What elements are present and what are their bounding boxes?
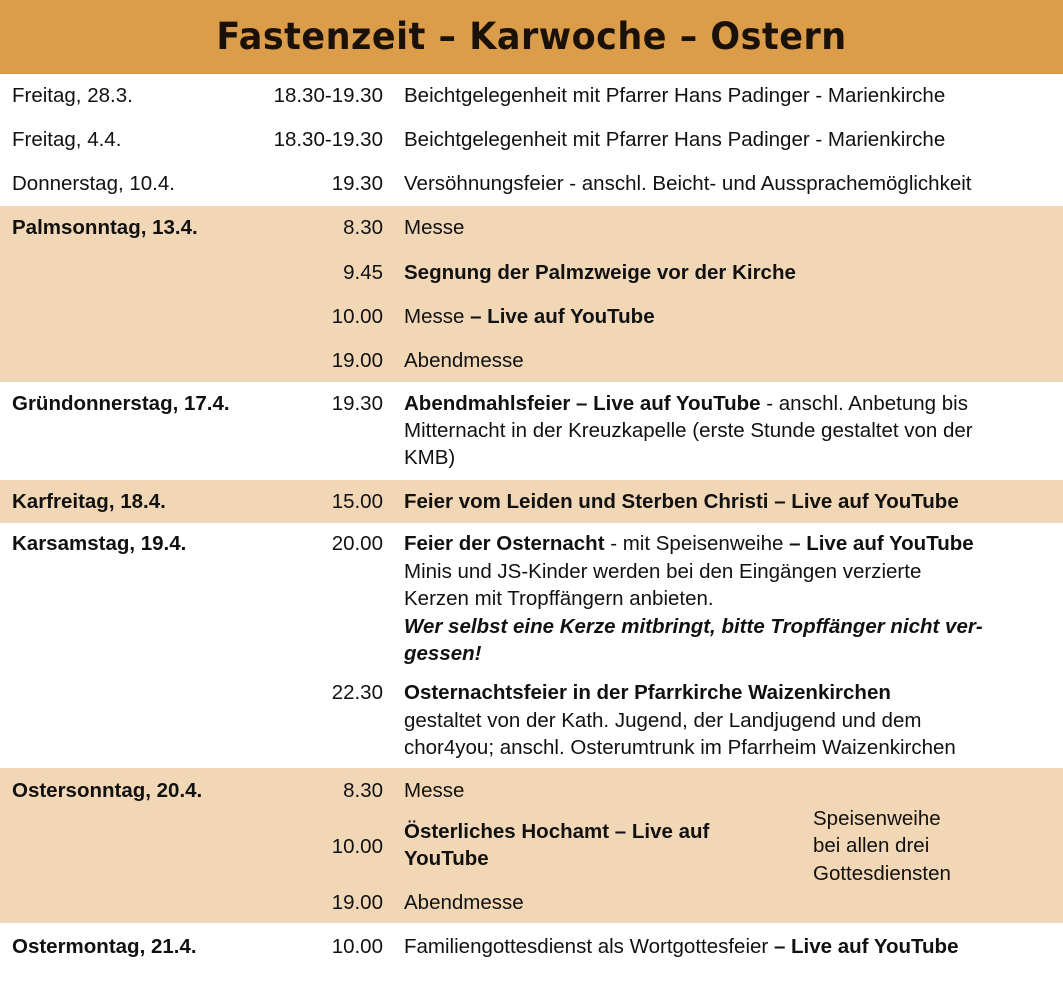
page-header bbox=[0, 0, 1063, 74]
row-15-time: 10.00 bbox=[331, 935, 383, 958]
row-13-time: 10.00 bbox=[331, 835, 383, 858]
row-6-time: 10.00 bbox=[331, 305, 383, 328]
row-14-time: 19.00 bbox=[331, 891, 383, 914]
row-12-time: 8.30 bbox=[343, 779, 383, 802]
row-11-line-2: gestaltet von der Kath. Jugend, der Landjugend und dem bbox=[404, 709, 922, 732]
side-note-line-2: bei allen drei bbox=[813, 834, 930, 857]
row-5-desc: Segnung der Palmzweige vor der Kirche bbox=[404, 261, 796, 284]
row-11-time: 22.30 bbox=[331, 681, 383, 704]
row-10-day: Karsamstag, 19.4. bbox=[12, 532, 187, 555]
row-3-time: 19.30 bbox=[331, 172, 383, 195]
row-15-day: Ostermontag, 21.4. bbox=[12, 935, 197, 958]
row-8-line-3: KMB) bbox=[404, 446, 456, 469]
row-3-day: Donnerstag, 10.4. bbox=[12, 172, 175, 195]
row-4-desc: Messe bbox=[404, 216, 465, 239]
row-10-desc-a: Feier der Osternacht bbox=[404, 532, 605, 555]
side-note-line-3: Gottesdiensten bbox=[813, 862, 951, 885]
row-5-time: 9.45 bbox=[343, 261, 383, 284]
row-1-time: 18.30-19.30 bbox=[273, 84, 383, 107]
row-2-day: Freitag, 4.4. bbox=[12, 128, 122, 151]
row-10-line-4: Wer selbst eine Kerze mitbringt, bitte Tropffänger nicht ver- bbox=[404, 615, 983, 638]
row-14-desc: Abendmesse bbox=[404, 891, 524, 914]
row-6-desc bbox=[404, 303, 655, 330]
row-1-desc: Beichtgelegenheit mit Pfarrer Hans Padinger - Marienkirche bbox=[404, 84, 946, 107]
row-1-day: Freitag, 28.3. bbox=[12, 84, 133, 107]
row-11-desc: Osternachtsfeier in der Pfarrkirche Waizenkirchen bbox=[404, 681, 891, 704]
row-3-desc: Versöhnungsfeier - anschl. Beicht- und Aussprachemöglichkeit bbox=[404, 172, 972, 195]
row-6-desc-live: – Live auf YouTube bbox=[470, 305, 655, 328]
row-9-desc: Feier vom Leiden und Sterben Christi – Live auf YouTube bbox=[404, 490, 959, 513]
row-10-desc-live: – Live auf YouTube bbox=[789, 532, 974, 555]
row-8-desc-a: Abendmahlsfeier – Live auf YouTube bbox=[404, 392, 761, 415]
row-10-desc bbox=[404, 530, 974, 557]
page-title: Fastenzeit – Karwoche – Ostern bbox=[216, 15, 847, 59]
row-7-time: 19.00 bbox=[331, 349, 383, 372]
side-note-line-1: Speisenweihe bbox=[813, 807, 941, 830]
row-8-day: Gründonnerstag, 17.4. bbox=[12, 392, 230, 415]
row-13-line-2: YouTube bbox=[404, 847, 489, 870]
row-9-time: 15.00 bbox=[331, 490, 383, 513]
row-10-desc-b: - mit Speisenweihe bbox=[604, 532, 790, 555]
row-2-desc: Beichtgelegenheit mit Pfarrer Hans Padinger - Marienkirche bbox=[404, 128, 946, 151]
row-4-day: Palmsonntag, 13.4. bbox=[12, 216, 198, 239]
row-9-day: Karfreitag, 18.4. bbox=[12, 490, 166, 513]
row-6-desc-a: Messe bbox=[404, 305, 471, 328]
row-10-line-3: Kerzen mit Tropffängern anbieten. bbox=[404, 587, 714, 610]
row-7-desc: Abendmesse bbox=[404, 349, 524, 372]
row-12-desc: Messe bbox=[404, 779, 465, 802]
row-8-line-2: Mitternacht in der Kreuzkapelle (erste Stunde gestaltet von der bbox=[404, 419, 973, 442]
row-10-line-5: gessen! bbox=[404, 642, 482, 665]
row-15-desc-a: Familiengottesdienst als Wortgottesfeier bbox=[404, 935, 774, 958]
row-10-line-2: Minis und JS-Kinder werden bei den Eingängen verzierte bbox=[404, 560, 922, 583]
row-11-line-3: chor4you; anschl. Osterumtrunk im Pfarrheim Waizenkirchen bbox=[404, 736, 956, 759]
row-4-time: 8.30 bbox=[343, 216, 383, 239]
row-10-time: 20.00 bbox=[331, 532, 383, 555]
row-2-time: 18.30-19.30 bbox=[273, 128, 383, 151]
row-8-desc-b: - anschl. Anbetung bis bbox=[760, 392, 968, 415]
row-8-time: 19.30 bbox=[331, 392, 383, 415]
row-13-line-1: Österliches Hochamt – Live auf bbox=[404, 820, 710, 843]
row-15-desc bbox=[404, 933, 958, 960]
row-12-day: Ostersonntag, 20.4. bbox=[12, 779, 203, 802]
row-15-desc-live: – Live auf YouTube bbox=[773, 935, 959, 958]
row-8-desc bbox=[404, 390, 968, 417]
